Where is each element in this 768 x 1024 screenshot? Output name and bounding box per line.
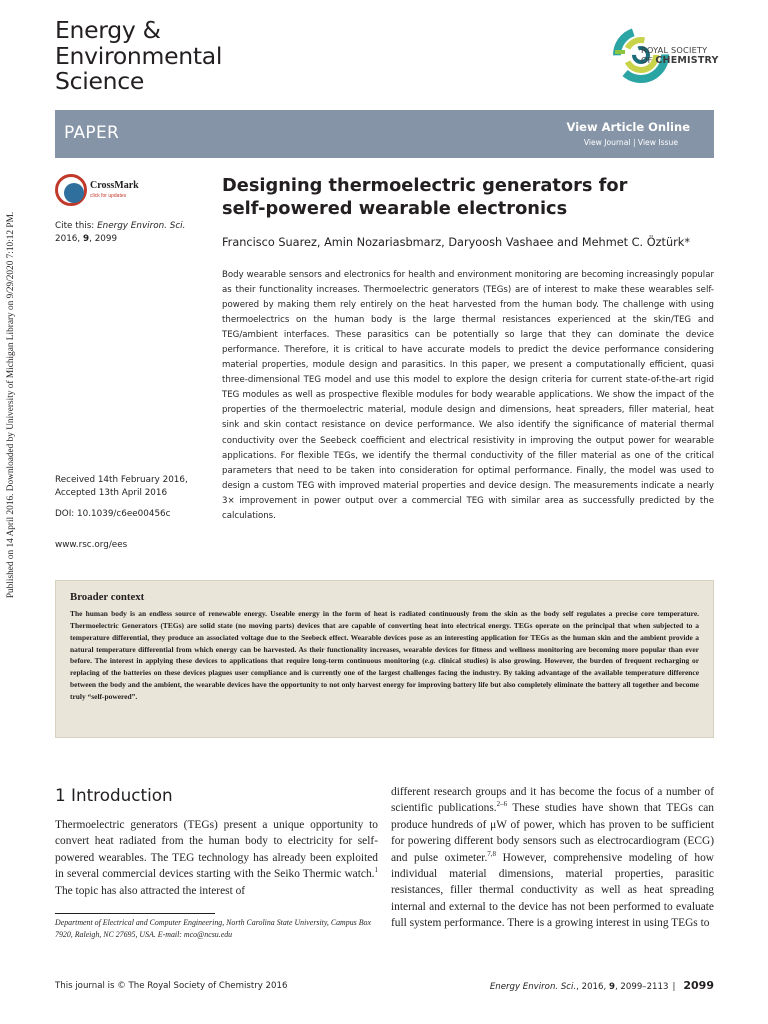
footer-journal: Energy Environ. Sci. <box>489 982 577 992</box>
cite-prefix: Cite this: <box>55 221 98 231</box>
download-notice-text: Published on 14 April 2016. Downloaded by University of Michigan Library on 9/29/2020 7:10:12 PM. <box>6 211 16 599</box>
crossmark-label: CrossMark <box>90 180 139 191</box>
download-notice <box>2 180 20 630</box>
citation-ref[interactable]: 2–6 <box>496 800 508 809</box>
view-journal-link[interactable]: View Journal <box>583 138 631 147</box>
paper-title-line: Designing thermoelectric generators for <box>222 175 628 196</box>
banner-links <box>584 138 678 147</box>
cite-volume: 9 <box>82 234 90 244</box>
copyright-notice: This journal is © The Royal Society of Chemistry 2016 <box>55 981 288 991</box>
body-text-right-column: different research groups and it has become the focus of a number of scientific publications.$^{2-6}$ These studies have shown that TEGs can produce hundreds of μW of power, which has proven to be sufficient for powering different body sensors such as electrocardiogram (ECG) and pulse oximeter.$^{7,8}$ However, comprehensive modeling of how individual material dimensions, material properties, parasitic resistances, filler thermal conductivity as well as heat spreading internal and external to the device has not been performed to evaluate full system performance. There is a growing interest in using TEGs to <box>391 786 715 930</box>
cite-page: , 2099 <box>89 234 118 244</box>
accepted-date: Accepted 13th April 2016 <box>55 488 168 498</box>
abstract: Body wearable sensors and electronics for health and environment monitoring are becoming increasingly popular as their functionality increases. Thermoelectric generators (TEGs) are of interest to make these wearables self-powered by making them rely entirely on the heat harvested from the human body. The challenge with using thermoelectrics on the human body is the large thermal resistances experienced at the skin/TEG and TEG/ambient interfaces. These parasitics can be potentially so large that they can dominate the device performance. Therefore, it is critical to have accurate models to predict the device performance considering material properties, module design and parasitics. In this paper, we present a computationally efficient, quasi three-dimensional TEG model and use this model to explore the design criteria for current state-of-the-art rigid TEG modules as well as prospective flexible modules for body wearable applications. We show the impact of the properties of the thermoelectric material, module design and dimensions, heat spreaders, filler material, heat sink and skin contact resistance on device performance. We also identify the significance of material thermal conductivity over the Seebeck coefficient and electrical resistivity in improving the output power for wearable applications. For flexible TEGs, we identify the thermal conductivity of the filler material as one of the critical parameters that need to be taken into consideration for optimal performance. Finally, the model was used to design a custom TEG with improved material properties and device design. The measurements indicate a nearly 3× improvement in power output over a commercial TEG with similar area as successfully predicted by the calculations. <box>222 270 714 521</box>
view-issue-link[interactable]: View Issue <box>637 138 678 147</box>
view-article-online-link[interactable]: View Article Online <box>566 120 690 134</box>
broader-context-box <box>55 580 714 738</box>
rsc-logo-text <box>641 46 719 65</box>
journal-title-line: Science <box>55 67 144 95</box>
section-heading: 1 Introduction <box>55 785 173 805</box>
crossmark-sub: click for updates <box>90 193 127 199</box>
citation-ref[interactable]: 1 <box>374 866 378 875</box>
citation <box>55 220 205 246</box>
page-number: 2099 <box>683 979 714 992</box>
article-type: PAPER <box>64 123 120 143</box>
crossmark-icon <box>55 174 87 206</box>
footnote-divider <box>55 913 215 914</box>
rsc-line2-prefix: OF <box>641 54 653 65</box>
affiliation-footnote: Department of Electrical and Computer Engineering, North Carolina State University, Campus Box 7920, Raleigh, NC 27695, USA. E-mail: mco@ncsu.edu <box>55 918 371 939</box>
citation-ref[interactable]: 7,8 <box>487 849 497 858</box>
journal-title[interactable] <box>55 18 222 95</box>
rsc-line2-bold: CHEMISTRY <box>655 54 719 66</box>
journal-title-line: Environmental <box>55 41 223 70</box>
rsc-line1: ROYAL SOCIETY <box>641 45 708 55</box>
footer-separator: | <box>672 982 676 992</box>
author-list: Francisco Suarez, Amin Nozariasbmarz, Daryoosh Vashaee and Mehmet C. Öztürk* <box>222 236 690 249</box>
crossmark-button[interactable] <box>55 174 140 208</box>
received-dates <box>55 474 205 500</box>
paper-title <box>222 175 627 220</box>
broader-context-text: The human body is an endless source of renewable energy. Useable energy in the form of heat is radiated continuously from the skin as the body self regulates a precise core temperature. Thermoelectric Generators (TEGs) are solid state (no moving parts) devices that are capable of converting heat into electrical energy. TEGs operate on the principal that when subjected to a temperature differential, they produce an associated voltage due to the Seebeck effect. Wearable devices pose as an interesting application for TEGs as the human skin and the ambient provide a natural temperature differential from which energy can be harvested. As their functionality increases, wearable devices for fitness and wellness monitoring are becoming more popular than ever before. The interest in applying these devices to applications that require long-term continuous monitoring (e.g. clinical studies) is also growing. However, the burden of frequent recharging or replacing of the batteries on these devices plagues user compliance and is currently one of the largest challenges facing the industry. By taking advantage of the available temperature difference between the body and the ambient, the wearable devices have the opportunity to not only harvest energy for improving battery life but also completely eliminate the battery all together and become truly “self-powered”. <box>70 609 699 701</box>
cite-journal: Energy Environ. Sci. <box>97 221 186 231</box>
doi-link[interactable]: DOI: 10.1039/c6ee00456c <box>55 509 171 519</box>
article-banner <box>55 110 714 158</box>
broader-context-title: Broader context <box>70 591 145 603</box>
journal-title-line: Energy & <box>55 16 161 44</box>
received-date: Received 14th February 2016, <box>55 475 188 485</box>
body-text-left-column: Thermoelectric generators (TEGs) present a unique opportunity to convert heat radiated from the human body to electricity for self-powered wearables. The TEG technology has already been exploited in several commercial devices starting with the Seiko Thermic watch.$^1$ The topic has also attracted the interest of <box>55 819 378 897</box>
paper-title-line: self-powered wearable electronics <box>222 197 568 219</box>
page-footer-citation: Energy Environ. Sci., 2016, 9, 2099–2113 | 2099 <box>489 979 714 992</box>
journal-website-link[interactable]: www.rsc.org/ees <box>55 540 128 550</box>
cite-year: 2016, <box>55 234 83 244</box>
banner-separator: | <box>632 138 636 147</box>
